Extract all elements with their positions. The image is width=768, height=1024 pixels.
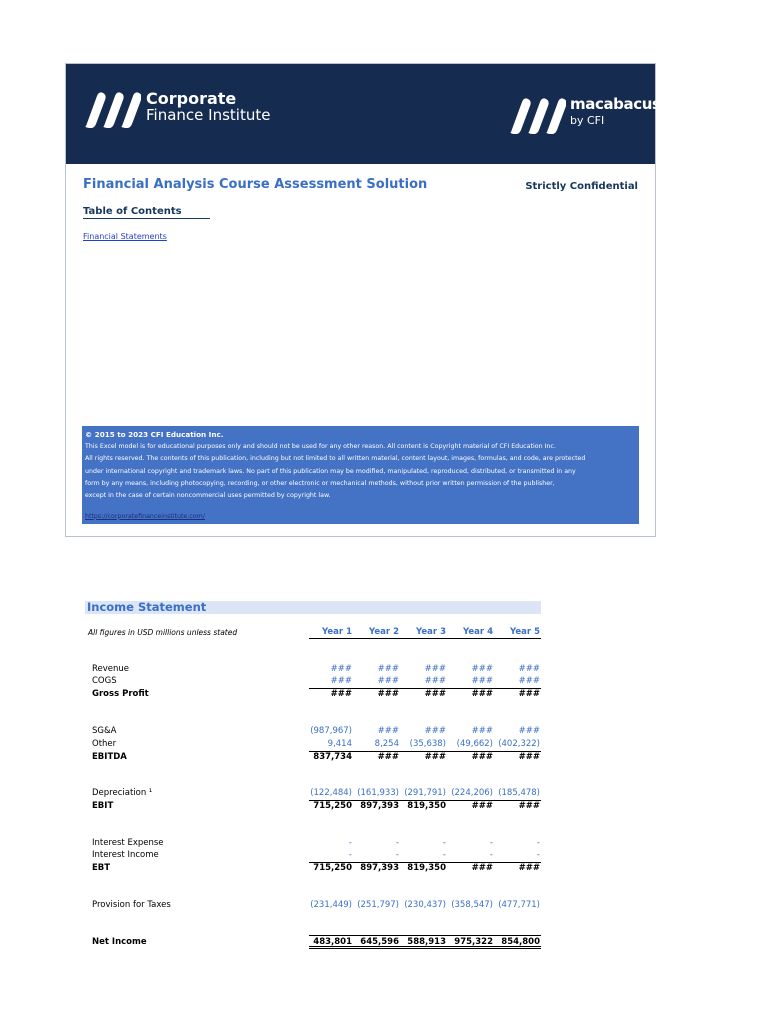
cover-sheet xyxy=(65,63,661,537)
row-value: 8,254 xyxy=(374,739,399,749)
year-header: Year 2 xyxy=(369,627,399,637)
table-row xyxy=(0,863,768,875)
row-value: - xyxy=(489,850,493,860)
row-value: ### xyxy=(518,801,540,811)
net-income-rule xyxy=(309,935,541,936)
table-row xyxy=(0,689,768,701)
row-value: 715,250 xyxy=(313,863,352,873)
row-value: ### xyxy=(471,664,493,674)
year-header: Year 5 xyxy=(510,627,540,637)
brand-line-1: Corporate xyxy=(146,89,237,108)
row-value: (358,547) xyxy=(451,900,493,910)
table-row xyxy=(0,900,768,912)
table-row xyxy=(0,676,768,688)
row-value: ### xyxy=(518,726,540,736)
table-row xyxy=(0,752,768,764)
row-value: (291,791) xyxy=(404,788,446,798)
year-header: Year 4 xyxy=(463,627,493,637)
row-value: ### xyxy=(424,664,446,674)
row-value: - xyxy=(442,850,446,860)
copyright-line: © 2015 to 2023 CFI Education Inc. xyxy=(85,430,224,439)
row-label: Provision for Taxes xyxy=(92,900,171,910)
row-label: EBITDA xyxy=(92,752,127,762)
toc-link-financial-statements[interactable]: Financial Statements xyxy=(83,232,167,241)
legal-line: All rights reserved. The contents of this publication, including but not limited to all written material, content layout, images, formulas, and code, are protected xyxy=(85,455,586,463)
partner-tag: by CFI xyxy=(570,114,605,127)
table-row xyxy=(0,801,768,813)
row-value: ### xyxy=(471,752,493,762)
subtotal-rule xyxy=(309,862,541,863)
row-value: 645,596 xyxy=(360,937,399,947)
row-label: COGS xyxy=(92,676,117,686)
row-value: ### xyxy=(424,726,446,736)
table-row xyxy=(0,788,768,800)
row-value: - xyxy=(395,838,399,848)
toc-heading: Table of Contents xyxy=(83,206,210,219)
row-label: Gross Profit xyxy=(92,689,149,699)
row-value: ### xyxy=(471,863,493,873)
row-value: - xyxy=(348,850,352,860)
macabacus-logo-icon xyxy=(508,96,566,134)
row-value: ### xyxy=(471,676,493,686)
row-value: (987,967) xyxy=(310,726,352,736)
partner-name: macabacus xyxy=(570,95,661,113)
row-value: ### xyxy=(518,863,540,873)
row-value: ### xyxy=(377,689,399,699)
legal-line: under international copyright and trademark laws. No part of this publication may be modified, manipulated, reproduced, distributed, or transmitted in any xyxy=(85,467,576,475)
row-label: EBT xyxy=(92,863,111,873)
confidential-label: Strictly Confidential xyxy=(525,181,638,192)
row-value: 819,350 xyxy=(407,801,446,811)
row-value: - xyxy=(395,850,399,860)
cfi-wordmark xyxy=(146,90,270,124)
row-value: ### xyxy=(424,752,446,762)
row-value: (185,478) xyxy=(498,788,540,798)
row-value: ### xyxy=(330,664,352,674)
row-value: ### xyxy=(424,689,446,699)
legal-notice xyxy=(82,426,639,524)
row-value: (161,933) xyxy=(357,788,399,798)
row-value: 975,322 xyxy=(454,937,493,947)
row-value: ### xyxy=(471,726,493,736)
row-value: ### xyxy=(330,689,352,699)
row-value: - xyxy=(489,838,493,848)
row-value: (49,662) xyxy=(456,739,493,749)
row-value: ### xyxy=(377,752,399,762)
row-value: 854,800 xyxy=(501,937,540,947)
table-row xyxy=(0,739,768,751)
row-value: ### xyxy=(471,689,493,699)
row-value: 837,734 xyxy=(313,752,352,762)
legal-line: form by any means, including photocopying, recording, or other electronic or mechanical methods, without prior written permission of the publisher, xyxy=(85,479,555,487)
row-value: ### xyxy=(424,676,446,686)
website-link[interactable]: https://corporatefinanceinstitute.com/ xyxy=(85,512,205,520)
year-header: Year 1 xyxy=(322,627,352,637)
row-value: (251,797) xyxy=(357,900,399,910)
row-value: (224,206) xyxy=(451,788,493,798)
row-value: ### xyxy=(377,726,399,736)
row-label: Depreciation ¹ xyxy=(92,788,153,798)
row-value: ### xyxy=(471,801,493,811)
table-row xyxy=(0,838,768,850)
table-row xyxy=(0,726,768,738)
row-value: ### xyxy=(518,689,540,699)
units-note: All figures in USD millions unless stated xyxy=(88,628,238,637)
row-label: Other xyxy=(92,739,117,749)
row-value: 715,250 xyxy=(313,801,352,811)
cfi-logo-icon xyxy=(83,90,141,128)
row-value: (231,449) xyxy=(310,900,352,910)
row-value: ### xyxy=(518,676,540,686)
row-value: 483,801 xyxy=(313,937,352,947)
row-value: - xyxy=(348,838,352,848)
legal-line: except in the case of certain noncommercial uses permitted by copyright law. xyxy=(85,492,331,500)
row-label: EBIT xyxy=(92,801,114,811)
row-value: ### xyxy=(330,676,352,686)
row-label: Interest Income xyxy=(92,850,159,860)
header-banner xyxy=(66,64,661,164)
row-value: 9,414 xyxy=(327,739,352,749)
macabacus-wordmark xyxy=(570,95,661,127)
row-value: (230,437) xyxy=(404,900,446,910)
row-value: 819,350 xyxy=(407,863,446,873)
row-label: Net Income xyxy=(92,937,147,947)
row-value: (122,484) xyxy=(310,788,352,798)
row-value: 897,393 xyxy=(360,863,399,873)
row-value: (402,322) xyxy=(498,739,540,749)
row-value: - xyxy=(536,850,540,860)
row-value: ### xyxy=(518,664,540,674)
row-label: SG&A xyxy=(92,726,117,736)
row-value: ### xyxy=(377,676,399,686)
year-header: Year 3 xyxy=(416,627,446,637)
row-value: ### xyxy=(377,664,399,674)
document-title: Financial Analysis Course Assessment Solution xyxy=(83,177,428,192)
row-label: Interest Expense xyxy=(92,838,164,848)
legal-line: This Excel model is for educational purposes only and should not be used for any other reason. All content is Copyright material of CFI Education Inc. xyxy=(85,443,556,451)
brand-line-2: Finance Institute xyxy=(146,106,271,124)
subtotal-rule xyxy=(309,688,541,689)
row-value: ### xyxy=(518,752,540,762)
income-statement-title: Income Statement xyxy=(85,601,541,614)
table-row xyxy=(0,664,768,676)
row-label: Revenue xyxy=(92,664,130,674)
row-value: (35,638) xyxy=(409,739,446,749)
row-value: (477,771) xyxy=(498,900,540,910)
row-value: 897,393 xyxy=(360,801,399,811)
row-value: - xyxy=(442,838,446,848)
net-income-double-rule xyxy=(309,946,541,949)
header-rule xyxy=(309,638,541,639)
subtotal-rule xyxy=(309,751,541,752)
table-row xyxy=(0,850,768,862)
subtotal-rule xyxy=(309,800,541,801)
row-value: - xyxy=(536,838,540,848)
row-value: 588,913 xyxy=(407,937,446,947)
